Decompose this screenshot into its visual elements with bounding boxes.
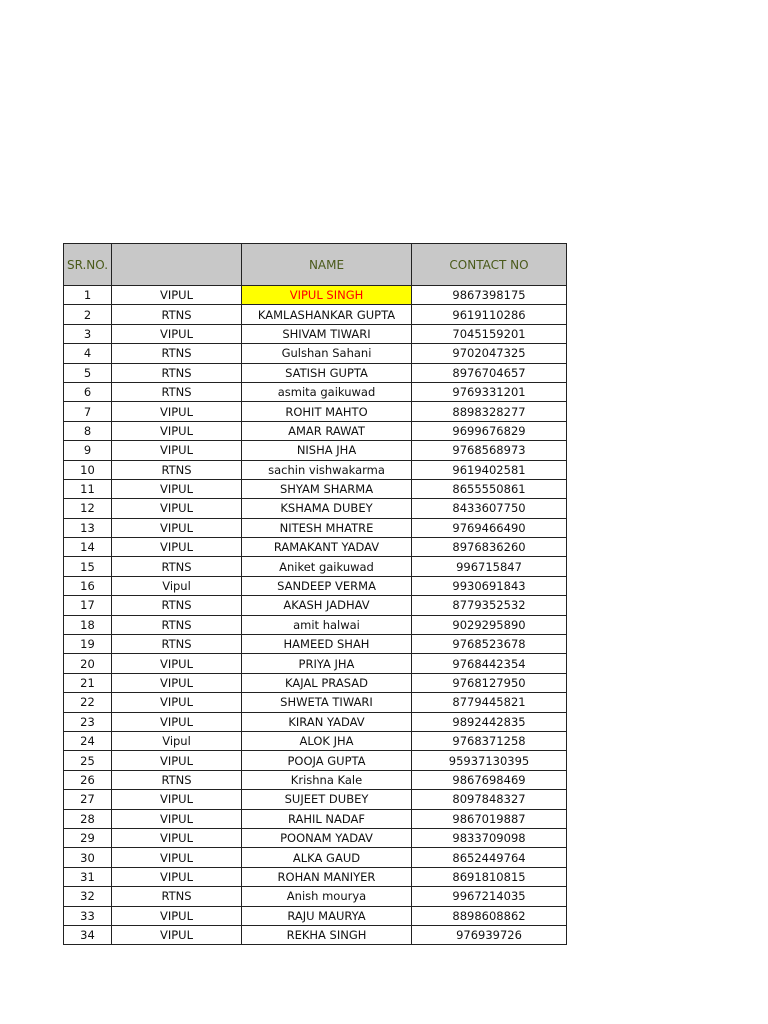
cell-contact: 9029295890 xyxy=(412,615,567,634)
cell-name: ROHIT MAHTO xyxy=(242,402,412,421)
cell-name: KAMLASHANKAR GUPTA xyxy=(242,305,412,324)
table-row xyxy=(64,382,567,401)
cell-name: HAMEED SHAH xyxy=(242,635,412,654)
cell-name: AMAR RAWAT xyxy=(242,421,412,440)
table-row xyxy=(64,402,567,421)
cell-name: SHIVAM TIWARI xyxy=(242,324,412,343)
cell-group: RTNS xyxy=(112,460,242,479)
cell-name: Krishna Kale xyxy=(242,770,412,789)
cell-contact: 9967214035 xyxy=(412,887,567,906)
table-row xyxy=(64,731,567,750)
cell-group: VIPUL xyxy=(112,906,242,925)
header-group xyxy=(112,244,242,286)
header-name: NAME xyxy=(242,244,412,286)
cell-name: AKASH JADHAV xyxy=(242,596,412,615)
cell-name: KIRAN YADAV xyxy=(242,712,412,731)
table-body xyxy=(64,286,567,945)
cell-group: VIPUL xyxy=(112,693,242,712)
table-row xyxy=(64,576,567,595)
cell-contact: 8655550861 xyxy=(412,479,567,498)
cell-name: SATISH GUPTA xyxy=(242,363,412,382)
table-row xyxy=(64,770,567,789)
table-row xyxy=(64,305,567,324)
cell-sr-no: 23 xyxy=(64,712,112,731)
cell-group: RTNS xyxy=(112,887,242,906)
cell-contact: 7045159201 xyxy=(412,324,567,343)
cell-group: VIPUL xyxy=(112,790,242,809)
cell-sr-no: 10 xyxy=(64,460,112,479)
table-row xyxy=(64,693,567,712)
table-row xyxy=(64,790,567,809)
cell-contact: 9867019887 xyxy=(412,809,567,828)
cell-name: Anish mourya xyxy=(242,887,412,906)
cell-group: VIPUL xyxy=(112,751,242,770)
cell-group: VIPUL xyxy=(112,654,242,673)
cell-sr-no: 17 xyxy=(64,596,112,615)
cell-name: ROHAN MANIYER xyxy=(242,867,412,886)
table-row xyxy=(64,596,567,615)
cell-contact: 9867698469 xyxy=(412,770,567,789)
cell-sr-no: 19 xyxy=(64,635,112,654)
cell-name: sachin vishwakarma xyxy=(242,460,412,479)
cell-name: PRIYA JHA xyxy=(242,654,412,673)
cell-name: SHYAM SHARMA xyxy=(242,479,412,498)
cell-sr-no: 28 xyxy=(64,809,112,828)
cell-name: POONAM YADAV xyxy=(242,828,412,847)
cell-group: VIPUL xyxy=(112,324,242,343)
cell-group: VIPUL xyxy=(112,441,242,460)
cell-contact: 9769466490 xyxy=(412,518,567,537)
cell-sr-no: 21 xyxy=(64,673,112,692)
cell-group: Vipul xyxy=(112,731,242,750)
cell-group: RTNS xyxy=(112,615,242,634)
cell-sr-no: 34 xyxy=(64,925,112,944)
cell-name: Gulshan Sahani xyxy=(242,344,412,363)
cell-contact: 9619110286 xyxy=(412,305,567,324)
cell-name: Aniket gaikuwad xyxy=(242,557,412,576)
cell-contact: 9619402581 xyxy=(412,460,567,479)
table-row xyxy=(64,441,567,460)
cell-contact: 9768568973 xyxy=(412,441,567,460)
cell-name: asmita gaikuwad xyxy=(242,382,412,401)
cell-contact: 9867398175 xyxy=(412,286,567,305)
table-row xyxy=(64,499,567,518)
cell-group: RTNS xyxy=(112,557,242,576)
cell-name: NITESH MHATRE xyxy=(242,518,412,537)
cell-contact: 9833709098 xyxy=(412,828,567,847)
table-row xyxy=(64,712,567,731)
cell-group: VIPUL xyxy=(112,867,242,886)
cell-contact: 8691810815 xyxy=(412,867,567,886)
cell-sr-no: 32 xyxy=(64,887,112,906)
cell-name: KSHAMA DUBEY xyxy=(242,499,412,518)
cell-sr-no: 18 xyxy=(64,615,112,634)
cell-group: VIPUL xyxy=(112,479,242,498)
cell-name: VIPUL SINGH xyxy=(242,286,412,305)
cell-contact: 9768127950 xyxy=(412,673,567,692)
cell-sr-no: 27 xyxy=(64,790,112,809)
cell-group: Vipul xyxy=(112,576,242,595)
cell-sr-no: 2 xyxy=(64,305,112,324)
table-row xyxy=(64,538,567,557)
cell-group: VIPUL xyxy=(112,538,242,557)
cell-name: KAJAL PRASAD xyxy=(242,673,412,692)
cell-sr-no: 15 xyxy=(64,557,112,576)
cell-group: VIPUL xyxy=(112,809,242,828)
cell-sr-no: 13 xyxy=(64,518,112,537)
cell-group: RTNS xyxy=(112,770,242,789)
cell-group: RTNS xyxy=(112,596,242,615)
cell-group: VIPUL xyxy=(112,286,242,305)
cell-sr-no: 1 xyxy=(64,286,112,305)
cell-sr-no: 22 xyxy=(64,693,112,712)
cell-contact: 9768523678 xyxy=(412,635,567,654)
cell-sr-no: 3 xyxy=(64,324,112,343)
cell-contact: 9702047325 xyxy=(412,344,567,363)
cell-sr-no: 29 xyxy=(64,828,112,847)
cell-contact: 95937130395 xyxy=(412,751,567,770)
cell-sr-no: 26 xyxy=(64,770,112,789)
cell-contact: 9768442354 xyxy=(412,654,567,673)
table-row xyxy=(64,809,567,828)
header-row xyxy=(64,244,567,286)
table-row xyxy=(64,887,567,906)
cell-contact: 8779445821 xyxy=(412,693,567,712)
cell-contact: 8976836260 xyxy=(412,538,567,557)
table-row xyxy=(64,867,567,886)
cell-contact: 9930691843 xyxy=(412,576,567,595)
table-row xyxy=(64,479,567,498)
cell-contact: 8779352532 xyxy=(412,596,567,615)
table-row xyxy=(64,324,567,343)
cell-contact: 9699676829 xyxy=(412,421,567,440)
cell-sr-no: 20 xyxy=(64,654,112,673)
cell-name: RAHIL NADAF xyxy=(242,809,412,828)
table-row xyxy=(64,363,567,382)
cell-contact: 9768371258 xyxy=(412,731,567,750)
cell-group: VIPUL xyxy=(112,925,242,944)
header-sr-no: SR.NO. xyxy=(64,244,112,286)
cell-group: VIPUL xyxy=(112,828,242,847)
cell-contact: 996715847 xyxy=(412,557,567,576)
contact-table xyxy=(63,243,567,945)
table-row xyxy=(64,673,567,692)
cell-name: REKHA SINGH xyxy=(242,925,412,944)
cell-group: VIPUL xyxy=(112,673,242,692)
table-row xyxy=(64,421,567,440)
cell-group: VIPUL xyxy=(112,402,242,421)
cell-sr-no: 31 xyxy=(64,867,112,886)
cell-name: RAMAKANT YADAV xyxy=(242,538,412,557)
cell-sr-no: 9 xyxy=(64,441,112,460)
table-row xyxy=(64,828,567,847)
cell-sr-no: 30 xyxy=(64,848,112,867)
table-row xyxy=(64,460,567,479)
cell-group: VIPUL xyxy=(112,712,242,731)
cell-sr-no: 5 xyxy=(64,363,112,382)
cell-group: VIPUL xyxy=(112,421,242,440)
cell-name: ALOK JHA xyxy=(242,731,412,750)
cell-name: SANDEEP VERMA xyxy=(242,576,412,595)
cell-name: amit halwai xyxy=(242,615,412,634)
cell-sr-no: 14 xyxy=(64,538,112,557)
cell-name: NISHA JHA xyxy=(242,441,412,460)
cell-sr-no: 6 xyxy=(64,382,112,401)
cell-name: SHWETA TIWARI xyxy=(242,693,412,712)
cell-name: POOJA GUPTA xyxy=(242,751,412,770)
cell-sr-no: 12 xyxy=(64,499,112,518)
table-row xyxy=(64,635,567,654)
cell-name: ALKA GAUD xyxy=(242,848,412,867)
table-row xyxy=(64,518,567,537)
cell-sr-no: 4 xyxy=(64,344,112,363)
cell-name: SUJEET DUBEY xyxy=(242,790,412,809)
table-row xyxy=(64,925,567,944)
cell-name: RAJU MAURYA xyxy=(242,906,412,925)
cell-contact: 9892442835 xyxy=(412,712,567,731)
table-row xyxy=(64,751,567,770)
header-contact: CONTACT NO xyxy=(412,244,567,286)
table-row xyxy=(64,615,567,634)
cell-contact: 8433607750 xyxy=(412,499,567,518)
table-row xyxy=(64,286,567,305)
cell-group: RTNS xyxy=(112,305,242,324)
cell-contact: 8976704657 xyxy=(412,363,567,382)
table-row xyxy=(64,906,567,925)
cell-group: RTNS xyxy=(112,344,242,363)
cell-contact: 976939726 xyxy=(412,925,567,944)
cell-contact: 8652449764 xyxy=(412,848,567,867)
cell-group: RTNS xyxy=(112,635,242,654)
table-row xyxy=(64,848,567,867)
cell-contact: 9769331201 xyxy=(412,382,567,401)
cell-sr-no: 25 xyxy=(64,751,112,770)
table-row xyxy=(64,654,567,673)
cell-sr-no: 11 xyxy=(64,479,112,498)
cell-group: VIPUL xyxy=(112,499,242,518)
cell-group: VIPUL xyxy=(112,518,242,537)
cell-sr-no: 33 xyxy=(64,906,112,925)
cell-group: RTNS xyxy=(112,382,242,401)
cell-contact: 8898328277 xyxy=(412,402,567,421)
cell-group: VIPUL xyxy=(112,848,242,867)
cell-contact: 8097848327 xyxy=(412,790,567,809)
cell-sr-no: 7 xyxy=(64,402,112,421)
cell-sr-no: 16 xyxy=(64,576,112,595)
table-row xyxy=(64,344,567,363)
cell-contact: 8898608862 xyxy=(412,906,567,925)
cell-sr-no: 8 xyxy=(64,421,112,440)
table-row xyxy=(64,557,567,576)
cell-sr-no: 24 xyxy=(64,731,112,750)
cell-group: RTNS xyxy=(112,363,242,382)
